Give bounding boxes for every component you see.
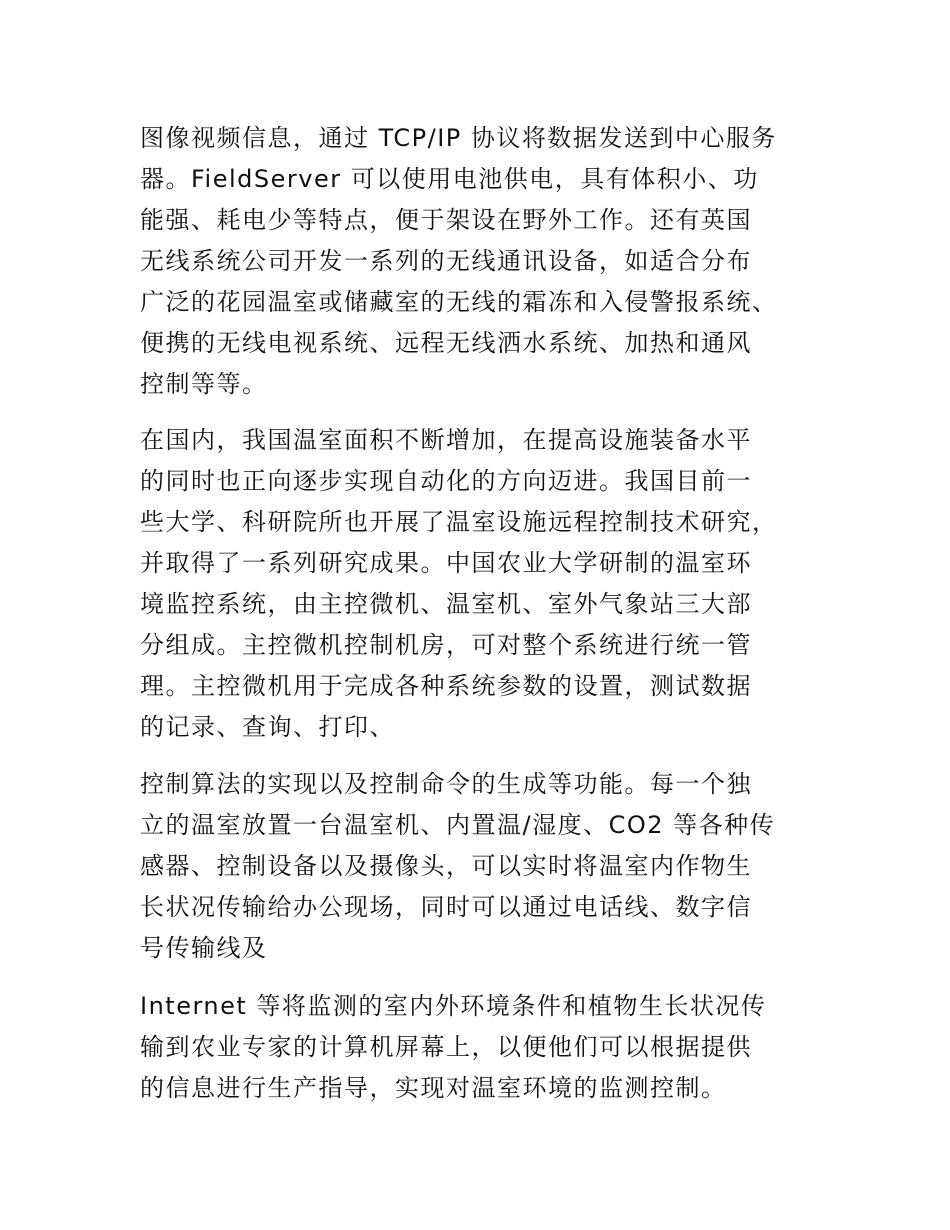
text-line: 并取得了一系列研究成果。中国农业大学研制的温室环 [140,549,752,577]
paragraph-2 [140,420,820,748]
paragraph-4 [140,986,820,1109]
text-line: Internet 等将监测的室内外环境条件和植物生长状况传 [140,992,767,1020]
text-line: 无线系统公司开发一系列的无线通讯设备，如适合分布 [140,247,752,275]
text-line: 分组成。主控微机控制机房，可对整个系统进行统一管 [140,631,752,659]
text-line: 广泛的花园温室或储藏室的无线的霜冻和入侵警报系统、 [140,288,778,316]
text-line: 图像视频信息，通过 TCP/IP 协议将数据发送到中心服务 [140,124,777,152]
text-line: 的同时也正向逐步实现自动化的方向迈进。我国目前一 [140,467,752,495]
paragraph-1 [140,118,820,405]
text-line: 感器、控制设备以及摄像头，可以实时将温室内作物生 [140,852,752,880]
text-line: 些大学、科研院所也开展了温室设施远程控制技术研究， [140,508,778,536]
text-line: 立的温室放置一台温室机、内置温/湿度、CO2 等各种传 [140,811,776,839]
text-line: 控制算法的实现以及控制命令的生成等功能。每一个独 [140,770,752,798]
text-line: 境监控系统，由主控微机、温室机、室外气象站三大部 [140,590,752,618]
text-line: 便携的无线电视系统、远程无线洒水系统、加热和通风 [140,329,752,357]
text-line: 号传输线及 [140,934,268,962]
text-line: 的信息进行生产指导，实现对温室环境的监测控制。 [140,1074,727,1102]
text-line: 在国内，我国温室面积不断增加，在提高设施装备水平 [140,426,752,454]
paragraph-3 [140,764,820,969]
text-line: 输到农业专家的计算机屏幕上，以便他们可以根据提供 [140,1033,752,1061]
text-line: 的记录、查询、打印、 [140,713,395,741]
text-line: 器。FieldServer 可以使用电池供电，具有体积小、功 [140,165,759,193]
text-line: 理。主控微机用于完成各种系统参数的设置，测试数据 [140,672,752,700]
text-line: 控制等等。 [140,370,268,398]
text-line: 长状况传输给办公现场，同时可以通过电话线、数字信 [140,893,752,921]
text-line: 能强、耗电少等特点，便于架设在野外工作。还有英国 [140,206,752,234]
